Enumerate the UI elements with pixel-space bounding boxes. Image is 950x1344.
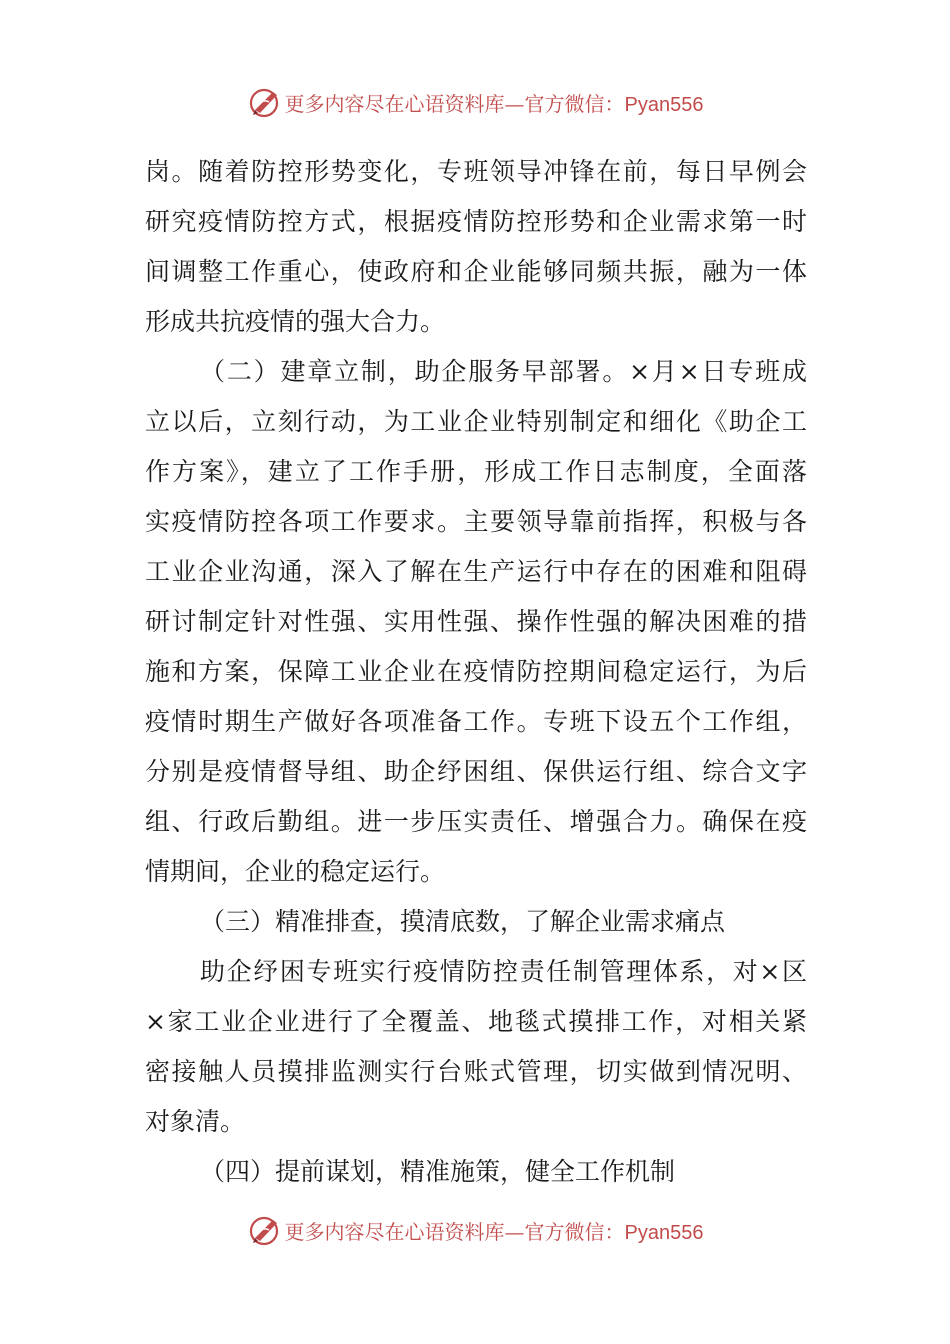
body-line: 形成共抗疫情的强大合力。 [145,307,446,336]
pen-logo-icon [247,1212,283,1248]
body-line: 岗。随着防控形势变化，专班领导冲锋在前，每日早例会 [145,157,807,186]
body-line: 工业企业沟通，深入了解在生产运行中存在的困难和阻碍 [145,557,807,586]
banner-wechat-id: Pyan556 [624,1221,704,1244]
body-line: 施和方案，保障工业企业在疫情防控期间稳定运行，为后 [145,657,807,686]
body-line: 情期间，企业的稳定运行。 [145,857,446,886]
footer-banner [0,1210,950,1250]
banner-wechat-id: Pyan556 [624,93,704,116]
document-body [145,147,807,1197]
header-banner [0,82,950,122]
banner-text [285,88,704,117]
body-line: 间调整工作重心，使政府和企业能够同频共振，融为一体 [145,257,807,286]
body-line: 研讨制定针对性强、实用性强、操作性强的解决困难的措 [145,607,807,636]
body-line: 研究疫情防控方式，根据疫情防控形势和企业需求第一时 [145,207,807,236]
banner-text [285,1216,704,1245]
body-line: 密接触人员摸排监测实行台账式管理，切实做到情况明、 [145,1057,807,1086]
body-line: 实疫情防控各项工作要求。主要领导靠前指挥，积极与各 [145,507,807,536]
body-line: 组、行政后勤组。进一步压实责任、增强合力。确保在疫 [145,807,807,836]
banner-text-cn: 更多内容尽在心语资料库—官方微信： [284,91,625,116]
body-line: 作方案》，建立了工作手册，形成工作日志制度，全面落 [145,457,807,486]
section-heading-three: （三）精准排查，摸清底数，了解企业需求痛点 [200,907,726,936]
body-line: 对象清。 [145,1107,246,1136]
banner-text-cn: 更多内容尽在心语资料库—官方微信： [284,1219,625,1244]
body-line: 疫情时期生产做好各项准备工作。专班下设五个工作组， [145,707,807,736]
body-line: ×家工业企业进行了全覆盖、地毯式摸排工作，对相关紧 [145,1007,807,1036]
body-line: 分别是疫情督导组、助企纾困组、保供运行组、综合文字 [145,757,807,786]
section-heading-two: （二）建章立制，助企服务早部署。×月×日专班成 [200,357,807,386]
section-heading-four: （四）提前谋划，精准施策，健全工作机制 [200,1157,676,1186]
pen-logo-icon [247,84,283,120]
body-line: 助企纾困专班实行疫情防控责任制管理体系，对×区 [200,957,807,986]
body-line: 立以后，立刻行动，为工业企业特别制定和细化《助企工 [145,407,807,436]
